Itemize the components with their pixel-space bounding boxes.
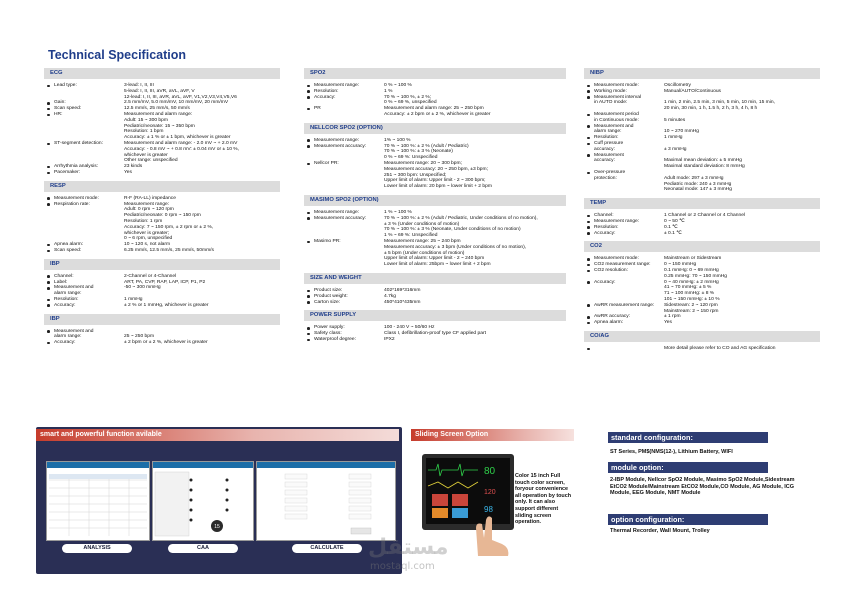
section-header: SIZE AND WEIGHT <box>304 273 566 284</box>
hr-value: 80 <box>484 466 496 477</box>
section-header: ECG <box>44 68 280 79</box>
section-header: POWER SUPPLY <box>304 310 566 321</box>
section-header: CO2 <box>584 241 820 252</box>
spec-value: IPX2 <box>384 336 395 342</box>
spec-row <box>44 202 280 243</box>
spec-key: Accuracy: <box>44 340 124 346</box>
spec-value: 1 % ~ 100 % <box>384 209 412 215</box>
analysis-table-graphic <box>47 468 149 540</box>
spec-key: Measurement mode: <box>584 256 664 262</box>
sliding-screen-header: Sliding Screen Option <box>411 429 574 441</box>
caa-label: CAA <box>168 544 238 553</box>
spec-key: Resolution: <box>584 225 664 231</box>
spec-value: 4.7kg <box>384 293 396 299</box>
spec-value: 5 minutes <box>664 117 686 123</box>
spec-value: ± 0.1 ℃ <box>664 230 682 236</box>
spec-column-2 <box>304 68 566 348</box>
section-header: NELLCOR SPO2 (OPTION) <box>304 123 566 134</box>
spec-key: AwRR measurement range: <box>584 303 664 315</box>
spec-key: Channel: <box>44 274 124 280</box>
section-header: NIBP <box>584 68 820 79</box>
module-option-header: module option: <box>608 462 768 473</box>
spec-row <box>44 329 280 341</box>
spec-row <box>584 268 820 280</box>
spec-key: Accuracy: <box>584 231 664 237</box>
spec-row <box>304 106 566 118</box>
calculate-screenshot <box>256 461 396 541</box>
spec-key: Measurement range: <box>304 83 384 89</box>
spec-row <box>304 161 566 190</box>
caa-badge: 15 <box>214 524 220 530</box>
spec-key: Apnea alarm: <box>44 242 124 248</box>
spec-key: Resolution: <box>584 135 664 141</box>
section-rows <box>584 346 820 352</box>
spec-value: Oscillometry <box>664 83 691 88</box>
spec-row <box>584 320 820 326</box>
option-config-text: Thermal Recorder, Wall Mount, Trolley <box>610 528 710 534</box>
spec-value: 10 ~ 120 s, not alarm <box>124 242 171 248</box>
section-header: TEMP <box>584 198 820 209</box>
spec-value: 100 - 240 V ~ 50/60 Hz <box>384 325 435 331</box>
spec-value: Class I, defibrillation-proof type CF applied part <box>384 331 486 337</box>
spec-key: Measurement accuracy: <box>584 153 664 170</box>
spec-value: 450*410*435mm <box>384 299 421 305</box>
spec-value: 0 % ~ 100 % <box>384 83 412 88</box>
spec-row <box>584 303 820 315</box>
spec-key: Product weight: <box>304 294 384 300</box>
analysis-screenshot <box>46 461 150 541</box>
spec-value: ± 1 rpm <box>664 314 681 320</box>
spec-key <box>584 346 664 352</box>
spec-row <box>304 95 566 107</box>
spec-row <box>44 170 280 176</box>
spec-key: Measurement range: <box>304 210 384 216</box>
spec-row <box>304 144 566 161</box>
spec-key: Lead type: <box>44 83 124 100</box>
spec-value: -50 ~ 300 mmHg <box>124 285 161 291</box>
spec-value: 25 ~ 250 bpm <box>124 334 155 340</box>
spec-value: 0 ~ 50 ℃ <box>664 218 685 224</box>
spec-value: ± 3 mmHg <box>664 146 687 152</box>
spec-value: Measurement and alarm range: 25 ~ 250 bpm Accuracy: ± 2 bpm or ± 2 %, whichever is greater <box>384 106 491 117</box>
spec-key: Measurement accuracy: <box>304 144 384 161</box>
function-header: smart and powerful function avilable <box>36 429 399 441</box>
spec-key: Over-pressure protection: <box>584 170 664 193</box>
section-rows <box>44 196 280 254</box>
spec-value: Measurement range: 20 ~ 300 bpm; Measurement accuracy: 20 ~ 250 bpm, ±3 bpm; 251 ~ 300 bpm: Unspecified; Upper limit of alarm: Upper limit - 2 ~ 300 bpm; Lower limit of alarm: 20 bpm ~ lower limit + 2 bpm <box>384 160 492 190</box>
spec-value: 12.5 mm/s, 25 mm/s, 50 mm/s <box>124 106 190 112</box>
section-header: IBP <box>44 314 280 325</box>
spec-key: Gain: <box>44 100 124 106</box>
calculate-label: CALCULATE <box>292 544 362 553</box>
spec-key: Measurement range: <box>304 138 384 144</box>
spec-key: Respiration rate: <box>44 202 124 243</box>
spec-row <box>304 300 566 306</box>
spec-value: Maximal mean deviation: ± 5 mmHg Maximal standard deviation: 8 mmHg <box>664 158 745 170</box>
spec-value: 1 mmHg <box>664 135 683 141</box>
spec-row <box>584 153 820 170</box>
caa-list-graphic <box>153 468 253 540</box>
spec-value: 70 % ~ 100 %: ± 2 % (Adult / Pediatric) 70 % ~ 100 %: ± 3 % (Neonate) 0 % ~ 69 %: Unspecified <box>384 143 469 161</box>
spec-value: 1% ~ 100 % <box>384 137 411 143</box>
spec-row <box>584 112 820 124</box>
spec-row <box>44 112 280 141</box>
standard-config-text: ST Series, PM$(NMS(12-), Lithium Battery, WIFI <box>610 449 733 455</box>
spec-value: 402*169*316mm <box>384 287 421 293</box>
spec-row <box>584 170 820 193</box>
spec-key: Scan speed: <box>44 106 124 112</box>
spec-key: Waterproof degree: <box>304 337 384 343</box>
spec-row <box>44 340 280 346</box>
spec-value: 1 % <box>384 88 393 94</box>
spec-key: Measurement and alarm range: <box>44 285 124 297</box>
spec-row <box>304 337 566 343</box>
spec-value: ± 2 bpm or ± 2 %, whichever is greater <box>124 340 208 346</box>
spec-key: Power supply: <box>304 325 384 331</box>
spec-value: 2.5 mm/mV, 5.0 mm/mV, 10 mm/mV, 20 mm/mV <box>124 100 229 106</box>
spec-value: R-F (RA-LL) impedance <box>124 195 176 201</box>
spec-value: ± 2 % or 1 mmHg, whichever is greater <box>124 302 209 308</box>
spec-value: 23 kinds <box>124 164 143 170</box>
spec-key: Accuracy: <box>44 303 124 309</box>
spec-row <box>44 303 280 309</box>
spec-key: Measurement and alarm range: <box>584 124 664 136</box>
spec-row <box>584 346 820 352</box>
spec-key: Measurement period in Continuous mode: <box>584 112 664 124</box>
spec-key: Carton size: <box>304 300 384 306</box>
spec-row <box>584 141 820 153</box>
spec-value: 0 ~ 150 mmHg <box>664 262 697 268</box>
spo2-value: 98 <box>484 505 493 514</box>
nibp-value: 120 <box>484 489 496 496</box>
spec-value: 6.25 mm/s, 12.5 mm/s, 25 mm/s, 50mm/s <box>124 247 214 253</box>
spec-key: Apnea alarm: <box>584 320 664 326</box>
section-rows <box>584 213 820 236</box>
section-header: SPO2 <box>304 68 566 79</box>
section-header: MASIMO SPO2 (OPTION) <box>304 195 566 206</box>
spec-key: Measurement mode: <box>44 196 124 202</box>
spec-key: Scan speed: <box>44 248 124 254</box>
section-rows <box>304 138 566 190</box>
spec-value: Adult mode: 297 ± 3 mmHg Pediatric mode: 240 ± 3 mmHg Neonatal mode: 147 ± 3 mmHg <box>664 175 732 193</box>
spec-key: Accuracy: <box>304 95 384 107</box>
section-rows <box>584 83 820 193</box>
spec-value: 2-Channel or 4-Channel <box>124 273 177 279</box>
spec-value: ART, PA, CVP, RAP, LAP, ICP, P1, P2 <box>124 279 206 285</box>
spec-key: Product size: <box>304 288 384 294</box>
spec-row <box>584 280 820 303</box>
section-rows <box>44 274 280 309</box>
spec-key: Measurement range: <box>584 219 664 225</box>
section-header: CO/AG <box>584 331 820 342</box>
spec-key: ST-segment detection: <box>44 141 124 164</box>
spec-row <box>584 124 820 136</box>
spec-value: 0.1 mmHg: 0 ~ 69 mmHg 0.25 mmHg: 70 ~ 150 mmHg <box>664 267 727 279</box>
spec-value: Measurement and alarm range: - 2.0 mV ~ + 2.0 mV Accuracy: - 0.8 mV ~ + 0.8 mV: ± 0.04 mV or ± 10 %, whichever is greater Other range: unspecified <box>124 140 239 164</box>
spec-row <box>584 231 820 237</box>
spec-key: Measurement and alarm range: <box>44 329 124 341</box>
spec-value: Measurement range: 25 ~ 240 bpm Measurement accuracy: ± 3 bpm (Under conditions of no motion), ± 5 bpm (Under conditions of motion) Upper limit of alarm: Upper limit - 2 ~ 240 bpm Lower limit of alarm: 25bpm ~ lower limit + 2 bpm <box>384 238 527 268</box>
spec-value: 3-lead: I, II, III 5-lead: I, II, III, aVR, aVL, aVF, V 12-lead: I, II, III, aVR, aVL, aVF, V1,V2,V3,V4,V5,V6 <box>124 83 237 100</box>
watermark-logo: مستقل <box>368 535 449 560</box>
section-rows <box>304 325 566 342</box>
spec-column-1 <box>44 68 280 351</box>
spec-key: Nellcor PR: <box>304 161 384 190</box>
spec-key: CO2 resolution: <box>584 268 664 280</box>
spec-column-3 <box>584 68 820 357</box>
section-header: RESP <box>44 181 280 192</box>
section-header: IBP <box>44 259 280 270</box>
spec-value: 10 ~ 270 mmHg <box>664 129 699 135</box>
spec-value: 0.1 ℃ <box>664 224 678 230</box>
spec-row <box>304 239 566 268</box>
spec-key: Cuff pressure accuracy: <box>584 141 664 153</box>
spec-key: Measurement accuracy: <box>304 216 384 239</box>
spec-row <box>584 95 820 112</box>
section-rows <box>44 329 280 346</box>
spec-key: Pacemaker: <box>44 170 124 176</box>
spec-row <box>304 216 566 239</box>
spec-key: AwRR accuracy: <box>584 314 664 320</box>
section-rows <box>44 83 280 176</box>
spec-key: CO2 measurement range: <box>584 262 664 268</box>
spec-value: Measurement range: Adult: 0 rpm ~ 120 rpm Pediatric/neonate: 0 rpm ~ 150 rpm Resolution: 1 rpm Accuracy: 7 ~ 150 rpm, ± 2 rpm or ± 2 %, whichever is greater; 0 ~ 6 rpm, unspecified <box>124 201 214 242</box>
spec-value: Sidestream: 2 ~ 120 rpm Mainstream: 2 ~ 150 rpm <box>664 302 719 314</box>
spec-key: Safety class: <box>304 331 384 337</box>
calculate-form-graphic <box>257 468 395 540</box>
spec-key: Label: <box>44 280 124 286</box>
spec-value: 70 % ~ 100 %: ± 2 % (Adult / Pediatric, Under conditions of no motion), ± 3 % (Under conditions of motion) 70 % ~ 100 %: ± 3 % (Neonate, Under conditions of no motion) 1 % ~ 69 %: Unspecified <box>384 215 538 239</box>
section-rows <box>584 256 820 326</box>
standard-config-header: standard configuration: <box>608 432 768 443</box>
spec-value: 1 min, 2 min, 2.5 min, 3 min, 5 min, 10 min, 15 min, 20 min, 30 min, 1 h, 1.5 h, 2 h, 3 h, 4 h, 8 h <box>664 100 775 112</box>
spec-key: Resolution: <box>304 89 384 95</box>
spec-row <box>44 248 280 254</box>
sliding-screen-text: Color 15 inch Full touch color screen, foryour convenience all operation by touch only. It can also support different sliding screen operation. <box>515 473 572 526</box>
spec-value: 0 ~ 40 mmHg: ± 2 mmHg 41 ~ 70 mmHg: ± 5 % 71 ~ 100 mmHg: ± 8 % 101 ~ 150 mmHg: ± 10 % <box>664 279 720 302</box>
spec-row <box>44 141 280 164</box>
spec-key: Measurement mode: <box>584 83 664 89</box>
caa-screenshot <box>152 461 254 541</box>
section-rows <box>304 210 566 268</box>
section-rows <box>304 288 566 305</box>
spec-value: 1 Channel or 2 Channel or 4 Channel <box>664 213 746 219</box>
watermark-url: mostaql.com <box>370 561 435 572</box>
spec-value: Manual/AUTO/Continuous <box>664 88 721 94</box>
spec-key: PR <box>304 106 384 118</box>
spec-key: Working mode: <box>584 89 664 95</box>
spec-row <box>44 285 280 297</box>
spec-value: More detail please refer to CO and AG specification <box>664 345 776 351</box>
spec-value: Measurement and alarm range: Adult: 15 ~ 300 bpm Pediatric/neonate: 15 ~ 350 bpm Resolution: 1 bpm Accuracy: ± 1 % or ± 1 bpm, whichever is greater <box>124 111 231 141</box>
spec-value: 1 mmHg <box>124 296 143 302</box>
module-option-text: 2-IBP Module, Nellcor SpO2 Module, Masimo SpO2 Module,Sidestream EtCO2 Module/Mainstream EtCO2 Module,CO Module, AG Module, ICG Module, EEG Module, NMT Module <box>610 477 795 497</box>
analysis-label: ANALYSIS <box>62 544 132 553</box>
spec-value: Mainstream or Sidestream <box>664 256 722 262</box>
spec-key: Measurement interval in AUTO mode: <box>584 95 664 112</box>
page-title: Technical Specification <box>48 48 187 62</box>
spec-key: HR: <box>44 112 124 141</box>
spec-key: Accuracy: <box>584 280 664 303</box>
spec-row <box>44 83 280 100</box>
spec-value: Yes <box>664 320 672 326</box>
spec-key: Masimo PR: <box>304 239 384 268</box>
section-rows <box>304 83 566 118</box>
spec-key: Resolution: <box>44 297 124 303</box>
spec-key: Channel: <box>584 213 664 219</box>
spec-value: Yes <box>124 169 132 175</box>
option-config-header: option configuration: <box>608 514 768 525</box>
spec-key: Arrhythmia analysis: <box>44 164 124 170</box>
spec-value: 70 % ~ 100 %, ± 2 %; 0 % ~ 69 %, unspecified <box>384 94 437 106</box>
